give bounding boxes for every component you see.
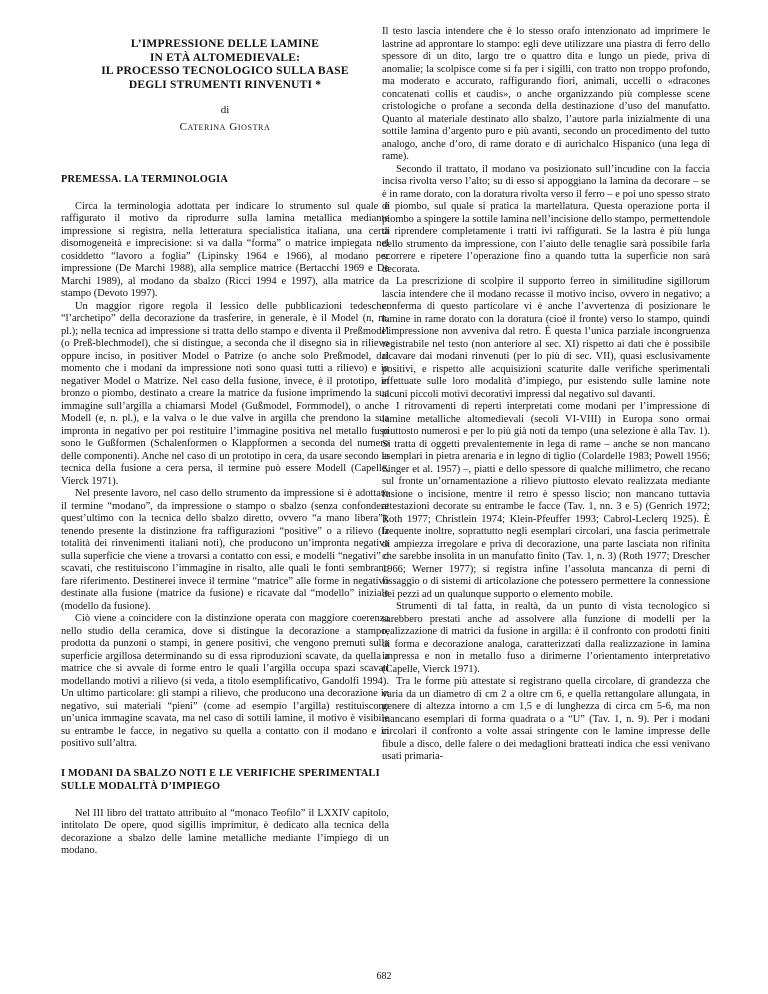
title-line: DEGLI STRUMENTI RINVENUTI * <box>128 78 322 91</box>
title-line: IN ETÀ ALTOMEDIEVALE: <box>149 51 301 64</box>
author-name: Caterina Giostra <box>179 121 271 134</box>
article-title <box>61 38 389 92</box>
paragraph: La prescrizione di scolpire il supporto ferreo in similitudine sigillorum lascia intendere che il modano recasse il motivo inciso, ovvero in negativo; a conferma di questo particolare vi è anche l’avvertenza di posizionare le lamine in rame dorato con la doratura (cioè il fronte) verso lo stampo, quindi l’impressione non avveniva dal retro. È questa l’unica parziale incongruenza registrabile nel testo (non anteriore al sec. XI) rispetto ai dati che è possibile ricavare dai modani rinvenuti (per lo più di sec. VII), quasi esclusivamente positivi, e rispetto alle acquisizioni scaturite dalle verifiche sperimentali effettuate sulle loro modalità d’impiego, pur esistendo sulle lamine note alcuni piccoli motivi decorativi impressi dal negativo sul davanti. <box>382 276 710 400</box>
right-column <box>382 26 710 764</box>
paragraph: Circa la terminologia adottata per indicare lo strumento sul quale è raffigurato il motivo da riprodurre sulla lamina metallica mediante impressione si registra, nella letteratura specialistica italiana, una certa disomogeneità e imprecisione: si va dalla “forma” o matrice impiegata nel cosiddetto “lavoro a foglia” (Lipinsky 1964 e 1966), al modano per impressione (De Marchi 1988), alla semplice matrice (Bertacchi 1969 e De Marchi 1989), al modano da sbalzo (Ricci 1994 e 1997), alla matrice da stampo (Devoto 1997). <box>61 200 389 300</box>
paragraph: Nel presente lavoro, nel caso dello strumento da impressione si è adottato il termine “modano”, da impressione o stampo o sbalzo (senza confondere quest’ultimo con la tecnica dello sbalzo diretto, ovvero “a mano libera”), tenendo presente la distinzione fra raffigurazioni “positive” o a rilievo (la totalità dei rinvenimenti italiani noti), che producono un’impronta negativa sulla superficie che viene a trovarsi a contatto con essi, e modelli “negativi” o scavati, che restituiscono l’immagine in risalto, alle quali le fonti sembrano fare riferimento. Destinerei invece il termine “matrice” alle forme in negativo destinate alla fusione (matrice da fusione) e ricavate dal “modello” iniziale (modello da fusione). <box>61 488 389 612</box>
paragraph: Secondo il trattato, il modano va posizionato sull’incudine con la faccia incisa rivolta verso l’alto; su di esso si appoggiano la lamina da decorare – se è in rame dorato, con la doratura rivolta verso il ferro – e poi uno spesso strato di piombo, sul quale si pratica la martellatura. Questa operazione porta il piombo a spingere la sottile lamina nell’incisione dello stampo, permettendole di riprendere completamente i tratti ivi raffigurati. Se la lastra è più lunga dello strumento da impressione, con l’aiuto delle tenaglie sarà possibile farla scorrere e ripetere l’operazione fino a quando tutta la superficie non sarà decorata. <box>382 163 710 275</box>
left-column <box>61 26 389 858</box>
paragraph: Ciò viene a coincidere con la distinzione operata con maggiore coerenza nello studio della ceramica, dove si distingue la decorazione a stampo, prodotta da punzoni o stampi, in genere positivi, che vengono premuti sulla superficie argillosa determinando su di essa riproduzioni scavate, da quella a matrice che si avvale di forme entro le quali l’argilla occupa spazi scavati modellando motivi a rilievo (si veda, a titolo esemplificativo, Gandolfi 1994). Un ultimo particolare: gli stampi a rilievo, che producono una decorazione in negativo, sui materiali “pieni” (come ad esempio l’argilla) restituiscono un’unica immagine scavata, ma nel caso di sottili lamine, il motivo è visibile su entrambe le facce, in negativo su quella a contatto con il modano e in positivo sull’altra. <box>61 613 389 750</box>
paragraph: Tra le forme più attestate si registrano quella circolare, di grandezza che varia da un diametro di cm 2 a oltre cm 6, e quella rettangolare allungata, in genere di altezza intorno a cm 1,5 e di lunghezza di circa cm 5-6, ma non mancano esemplari di forma quadrata o a “U” (Tav. 1, n. 9). Per i modani circolari il confronto a volte assai stringente con le lamine impresse delle fibule a disco, delle falere o dei medaglioni bratteati indica che essi venivano usati primaria- <box>382 676 710 762</box>
page-number: 682 <box>376 971 392 982</box>
title-line: IL PROCESSO TECNOLOGICO SULLA BASE <box>101 65 349 78</box>
byline: di <box>220 104 230 117</box>
title-line: L’IMPRESSIONE DELLE LAMINE <box>130 38 320 50</box>
paragraph: Un maggior rigore regola il lessico delle pubblicazioni tedesche: “l’archetipo” della decorazione da trasferire, in generale, è il Model (n, m. pl.); nella tecnica ad impressione si tratta dello stampo e diventa il Preßmodel (o Preß-blechmodel), che si distingue, a seconda che il disegno sia in rilievo oppure inciso, in positiver Model o Patrize (o anche solo Preßmodel, dal momento che i modani da impressione noti sono quasi tutti a rilievo) e in negativer Model o Matrize. Nel caso della fusione, invece, è il prototipo, in bronzo o piombo, destinato a creare la matrice da fusione imprimendo la sua immagine sull’argilla a chiamarsi Model (Gußmodel, Formmodel), o anche Modell (e, n. pl.), e la valva o le due valve in argilla che prendono la sua impronta in negativo per poi restituire l’immagine positiva nel metallo fuso sono le Gußformen (Schalenformen o Klappformen a seconda del numero delle componenti). Anche nel caso di un prototipo in cera, da usare secondo la tecnica della fusione a cera persa, il termine può essere Modell (Capelle, Vierck 1971). <box>61 300 389 487</box>
paragraph: Nel III libro del trattato attribuito al “monaco Teofilo” il LXXIV capitolo, intitolato De opere, quod sigillis imprimitur, è dedicato alla tecnica della decorazione a sbalzo delle lamine metalliche mediante l’impiego di un modano. <box>61 807 389 857</box>
paragraph: Strumenti di tal fatta, in realtà, da un punto di vista tecnologico si sarebbero prestati anche ad assolvere alla funzione di modelli per la realizzazione di matrici da fusione in argilla: è il confronto con prodotti finiti di forma e decorazione analoga, caratterizzati dalla realizzazione in lamina impressa e non in metallo fuso a dirimerne l’orientamento interpretativo (Capelle, Vierck 1971). <box>382 601 710 675</box>
section-heading-modani: I MODANI DA SBALZO NOTI E LE VERIFICHE SPERIMENTALI SULLE MODALITÀ D’IMPIEGO <box>61 767 380 793</box>
paragraph: I ritrovamenti di reperti interpretati come modani per l’impressione di lamine metalliche altomedievali (secoli VI-VIII) in Europa sono ormai piuttosto numerosi e per lo più già noti da tempo (una selezione è alla Tav. 1). Si tratta di oggetti prevalentemente in lega di rame – anche se non mancano esemplari in pietra arenaria e in legno di tiglio (Colardelle 1983; Powell 1956; Singer et al. 1957) –, piatti e dello spessore di qualche millimetro, che recano sul fronte un’ornamentazione a rilievo piuttosto elevato realizzata mediante fusione o incisione, mentre il retro è spesso liscio; non mancano tuttavia attestazioni decorate su entrambe le facce (Tav. 1, nn. 3 e 5) (Genrich 1972; Roth 1977; Christlein 1974; Klein-Pfeuffer 1993; Cabrol-Leclerq 1925). È frequente inoltre, soprattutto negli esemplari circolari, una fascia perimetrale di ampiezza irregolare e priva di decorazione, una parte lasciata non rifinita che sarebbe insolita in un manufatto finito (Tav. 1, n. 3) (Roth 1977; Drescher 1966; Werner 1977); si registra infine l’assoluta mancanza di perni di fissaggio o di sistemi di articolazione che potessero permettere la connessione dei pezzi ad un qualunque supporto o elemento mobile. <box>382 401 710 600</box>
section-heading-premessa: PREMESSA. LA TERMINOLOGIA <box>61 174 229 186</box>
paragraph: Il testo lascia intendere che è lo stesso orafo intenzionato ad imprimere le lastrine ad approntare lo stampo: egli deve utilizzare una piastra di ferro dello spessore di un dito, largo tre o quattro dita e lungo un piede, priva di anomalie; la scolpisce come si fa per i sigilli, con tratto non troppo profondo, ma moderato e accurato, raffigurando fiori, animali, uccelli o «dracones concatenati collis et caudis», o anche organizzando più complesse scene cristologiche o profane a seconda della destinazione d’uso del manufatto. Quanto al materiale destinato allo sbalzo, l’autore parla inizialmente di una sottile lamina d’argento puro e più avanti, secondo un procedimento del tutto analogo, anche d’oro, di rame dorato e di aurichalco Hispanico (una lega di rame). <box>382 26 710 162</box>
